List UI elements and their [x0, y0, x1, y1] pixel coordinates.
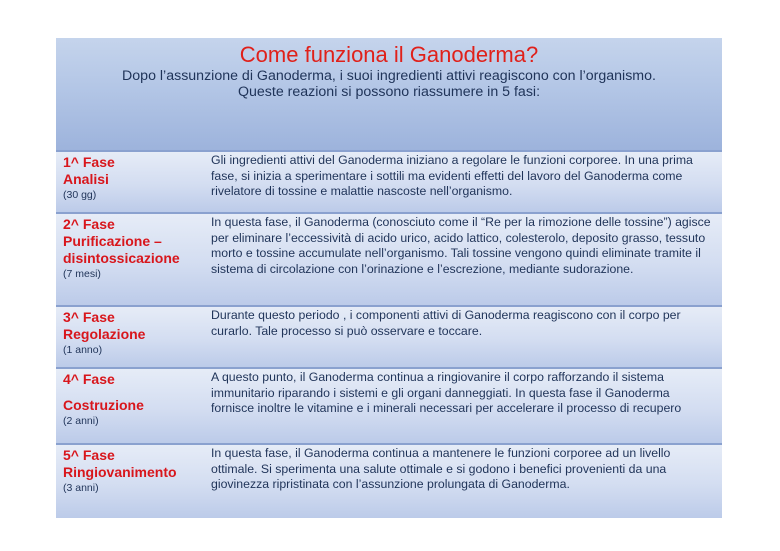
phase-name: Analisi [63, 171, 109, 187]
slide-header [56, 38, 722, 150]
phase-duration: (7 mesi) [63, 268, 101, 280]
phase-label: 5^ Fase [63, 447, 115, 463]
phase-name: Costruzione [63, 397, 144, 413]
phase-description: A questo punto, il Ganoderma continua a ringiovanire il corpo rafforzando il sistema immunitario riparando i sistemi e gli organi danneggiati. In questa fase il Ganoderma fornisce inoltre le vitamine e i minerali necessari per accelerare il processo di recupero [211, 370, 682, 416]
phase-row-4 [56, 367, 722, 443]
phase-name: Ringiovanimento [63, 464, 177, 480]
phase-row-1 [56, 150, 722, 212]
phase-description: In questa fase, il Ganoderma continua a mantenere le funzioni corporee ad un livello ottimale. Si sperimenta una salute ottimale e si godono i benefici provenienti da una giovinezza ripristinata con l’assunzione prolungata di Ganoderma. [211, 446, 671, 492]
phase-cell [63, 447, 208, 495]
phase-label: 2^ Fase [63, 216, 115, 232]
slide [56, 38, 722, 518]
phase-row-5 [56, 443, 722, 518]
phase-description: Durante questo periodo , i componenti attivi di Ganoderma reagiscono con il corpo per curarlo. Tale processo si può osservare e toccare. [211, 308, 681, 338]
phase-label: 3^ Fase [63, 309, 115, 325]
phase-label: 1^ Fase [63, 154, 115, 170]
phase-name: Regolazione [63, 326, 146, 342]
phase-duration: (30 gg) [63, 189, 97, 201]
phase-row-2 [56, 212, 722, 305]
phase-label: 4^ Fase [63, 371, 115, 387]
phase-cell [63, 216, 211, 281]
phase-duration: (2 anni) [63, 415, 99, 427]
slide-subtitle-line2: Queste reazioni si possono riassumere in 5 fasi: [237, 84, 541, 100]
phase-cell [63, 154, 208, 202]
phase-description: In questa fase, il Ganoderma (conosciuto come il “Re per la rimozione delle tossine”) agisce per eliminare l’eccessività di acido urico, acido lattico, colesterolo, deposito grasso, tessuto morto e tossine accumulate nell’organismo. Tali tossine vengono quindi eliminate tramite il sistema di circolazione con l’orinazione e l’escrezione, mediante sudorazione. [211, 215, 711, 276]
phase-cell [63, 309, 208, 357]
slide-title: Come funziona il Ganoderma? [239, 42, 539, 67]
phase-name: Purificazione – disintossicazione [63, 233, 180, 266]
phase-description: Gli ingredienti attivi del Ganoderma iniziano a regolare le funzioni corporee. In una prima fase, si inizia a sperimentare i sottili ma evidenti effetti del lavoro del Ganoderma come rivelatore di tossine e malattie nascoste nell’organismo. [211, 153, 693, 199]
phase-duration: (3 anni) [63, 482, 99, 494]
slide-subtitle-line1: Dopo l’assunzione di Ganoderma, i suoi ingredienti attivi reagiscono con l’organismo. [122, 68, 656, 84]
phase-duration: (1 anno) [63, 344, 103, 356]
phase-cell [63, 371, 208, 428]
phase-row-3 [56, 305, 722, 367]
